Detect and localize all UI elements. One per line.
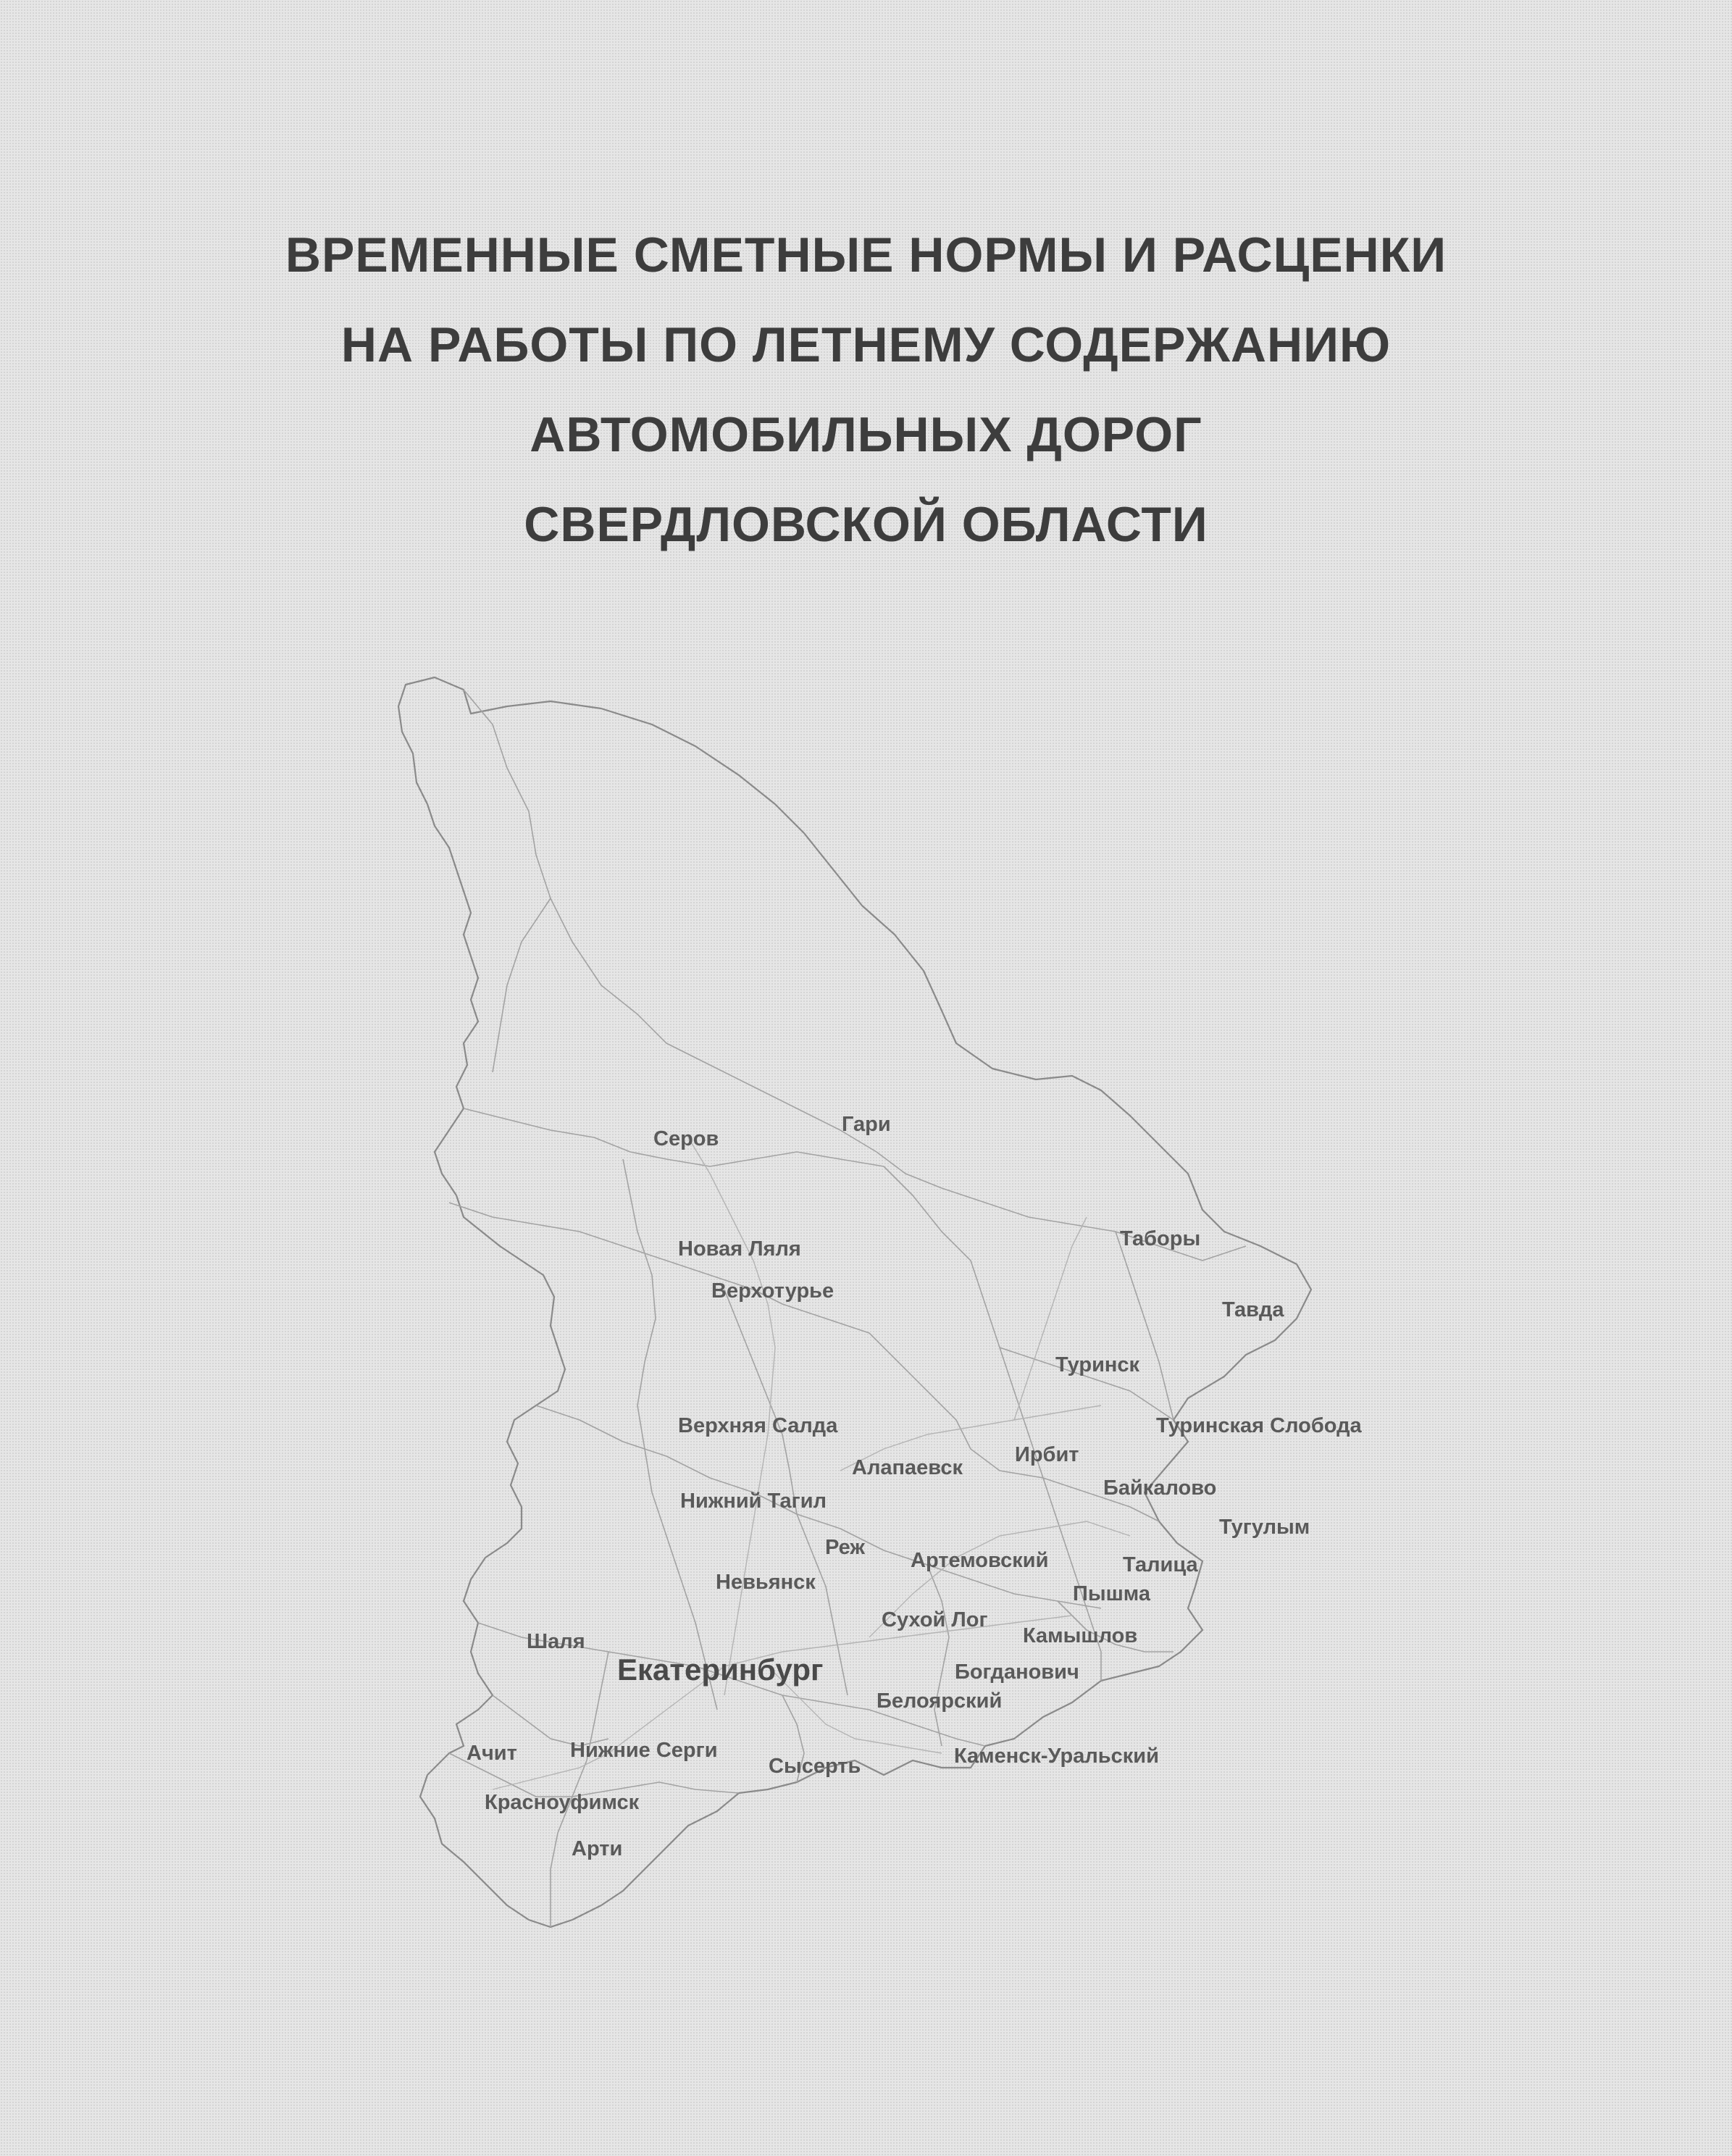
city-label-artemovsky: Артемовский	[911, 1549, 1049, 1572]
city-label-alapaevsk: Алапаевск	[852, 1456, 963, 1479]
city-label-sukhoy-log: Сухой Лог	[882, 1608, 988, 1631]
city-label-rezh: Реж	[825, 1536, 865, 1559]
city-label-verkhnyaya-salda: Верхняя Салда	[678, 1414, 838, 1437]
title-line-2: НА РАБОТЫ ПО ЛЕТНЕМУ СОДЕРЖАНИЮ	[340, 317, 1392, 372]
city-label-pyshma: Пышма	[1073, 1582, 1150, 1605]
city-label-novaya-lyalya: Новая Ляля	[678, 1237, 801, 1261]
city-label-nizhny-tagil: Нижний Тагил	[680, 1489, 827, 1513]
city-label-irbit: Ирбит	[1015, 1443, 1079, 1466]
city-label-sysert: Сысерть	[769, 1755, 861, 1778]
city-label-arti: Арти	[572, 1837, 623, 1860]
district-boundary	[1116, 1232, 1174, 1420]
city-label-tavda: Тавда	[1222, 1298, 1284, 1321]
city-label-achit: Ачит	[467, 1742, 517, 1765]
city-label-kamensk-uralsky: Каменск-Уральский	[954, 1745, 1159, 1768]
city-label-verkhoturye: Верхотурье	[711, 1279, 834, 1303]
city-label-serov: Серов	[653, 1127, 719, 1150]
city-label-nizhnie-sergi: Нижние Серги	[570, 1739, 718, 1762]
title-line-4: СВЕРДЛОВСКОЙ ОБЛАСТИ	[524, 497, 1208, 552]
city-label-turinsk: Туринск	[1055, 1353, 1140, 1376]
city-label-turinskaya-sloboda: Туринская Слобода	[1156, 1414, 1362, 1437]
region-outline	[398, 677, 1311, 1927]
district-boundary	[551, 1652, 608, 1927]
district-boundary	[493, 898, 551, 1072]
city-label-shalya: Шаля	[527, 1630, 585, 1653]
city-label-nevyansk: Невьянск	[716, 1571, 816, 1594]
title-line-3: АВТОМОБИЛЬНЫХ ДОРОГ	[530, 407, 1202, 462]
district-boundary	[449, 1203, 869, 1333]
city-label-kamyshlov: Камышлов	[1023, 1624, 1138, 1647]
city-label-baykalovo: Байкалово	[1103, 1476, 1217, 1500]
city-label-tugulym: Тугулым	[1219, 1516, 1310, 1539]
city-label-beloyarsky: Белоярский	[877, 1689, 1003, 1713]
city-label-talitsa: Талица	[1123, 1553, 1198, 1576]
city-label-tabory: Таборы	[1120, 1227, 1201, 1250]
city-label-gari: Гари	[842, 1113, 891, 1136]
district-boundary	[927, 1565, 949, 1746]
city-label-krasnoufimsk: Красноуфимск	[485, 1791, 640, 1814]
city-label-bogdanovich: Богданович	[955, 1660, 1079, 1684]
city-label-ekaterinburg: Екатеринбург	[617, 1652, 824, 1687]
road	[1014, 1217, 1087, 1420]
title-line-1: ВРЕМЕННЫЕ СМЕТНЫЕ НОРМЫ И РАСЦЕНКИ	[285, 227, 1447, 283]
